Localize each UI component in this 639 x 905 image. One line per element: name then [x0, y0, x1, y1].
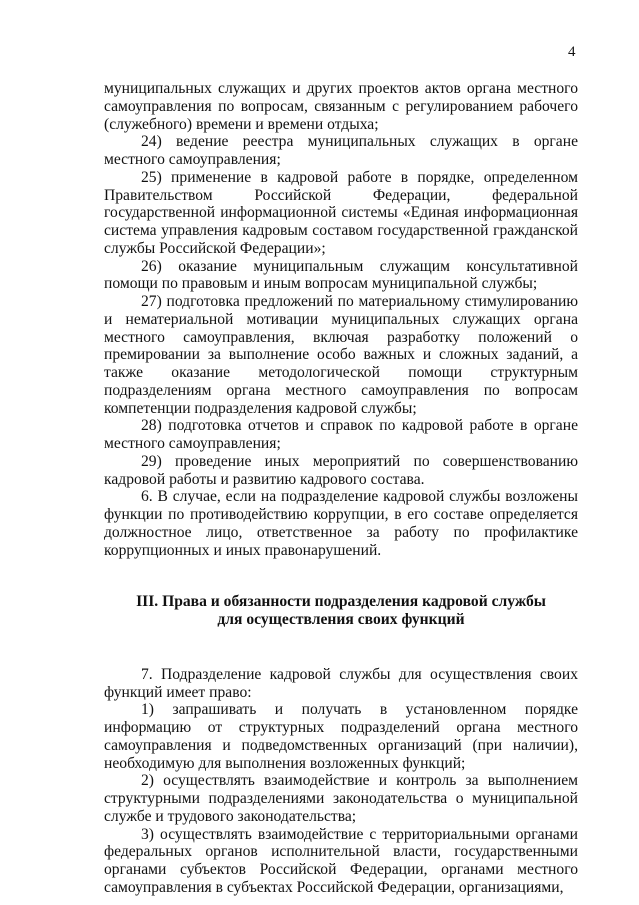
page-number: 4 [568, 44, 576, 60]
paragraph-item-27: 27) подготовка предложений по материальному стимулированию и нематериальной мотивации муниципальных служащих органа местного самоуправления, включая разработку положений о премировании за выполнение особо важных и сложных заданий, а также оказание методологической помощи структурным подразделениям органа местного самоуправления по вопросам компетенции подразделения кадровой службы; [104, 293, 578, 417]
document-body [104, 80, 578, 897]
paragraph-item-29: 29) проведение иных мероприятий по совершенствованию кадровой работы и развитию кадрового состава. [104, 452, 578, 488]
section-heading [104, 593, 578, 629]
paragraph-clause-6: 6. В случае, если на подразделение кадровой службы возложены функции по противодействию коррупции, в его составе определяется должностное лицо, ответственное за работу по профилактике коррупционных и иных правонарушений. [104, 488, 578, 559]
paragraph-right-3: 3) осуществлять взаимодействие с территориальными органами федеральных органов исполнительной власти, государственными органами субъектов Российской Федерации, органами местного самоуправления в субъектах Российской Федерации, организациями, [104, 825, 578, 896]
paragraph-item-24: 24) ведение реестра муниципальных служащих в органе местного самоуправления; [104, 133, 578, 168]
paragraph-continuation: муниципальных служащих и других проектов актов органа местного самоуправления по вопросам, связанным с регулированием рабочего (служебного) времени и времени отдыха; [104, 80, 578, 133]
paragraph-item-25: 25) применение в кадровой работе в порядке, определенном Правительством Российской Федерации, федеральной государственной информационной системы «Единая информационная система управления кадровым составом государственной гражданской службы Российской Федерации»; [104, 168, 578, 257]
paragraph-right-1: 1) запрашивать и получать в установленном порядке информацию от структурных подразделений органа местного самоуправления и подведомственных организаций (при наличии), необходимую для выполнения возложенных функций; [104, 701, 578, 772]
section-heading-line-1: III. Права и обязанности подразделения кадровой службы [136, 593, 546, 611]
paragraph-right-2: 2) осуществлять взаимодействие и контроль за выполнением структурными подразделениями законодательства о муниципальной службе и трудового законодательства; [104, 772, 578, 825]
section-heading-line-2: для осуществления своих функций [217, 611, 465, 628]
paragraph-item-26: 26) оказание муниципальным служащим консультативной помощи по правовым и иным вопросам муниципальной службы; [104, 257, 578, 293]
paragraph-clause-7: 7. Подразделение кадровой службы для осуществления своих функций имеет право: [104, 665, 578, 701]
paragraph-item-28: 28) подготовка отчетов и справок по кадровой работе в органе местного самоуправления; [104, 417, 578, 452]
